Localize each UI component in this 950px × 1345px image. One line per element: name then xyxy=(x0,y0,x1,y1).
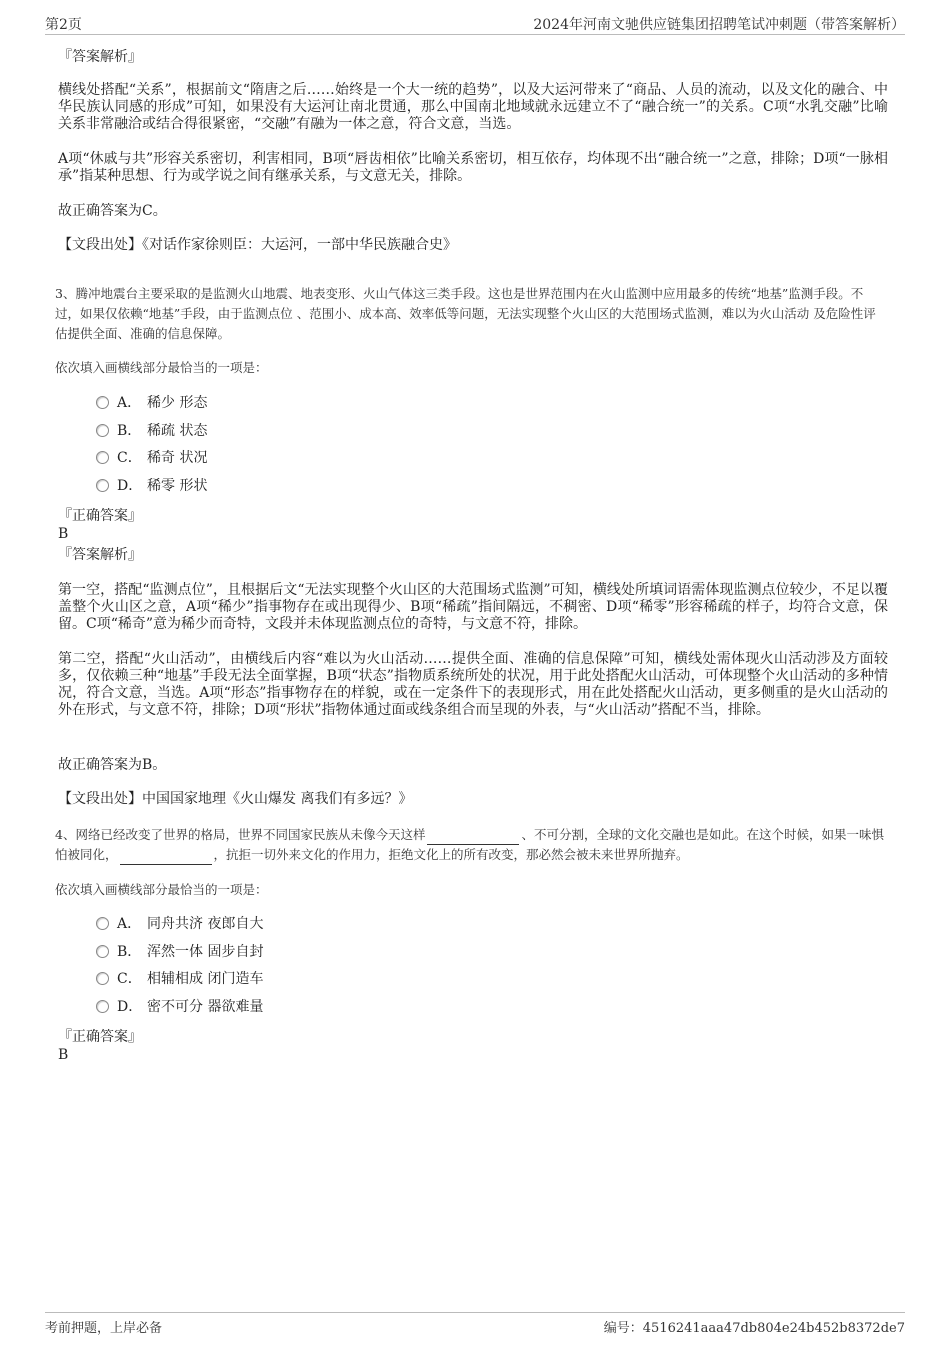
radio-icon[interactable] xyxy=(96,479,109,492)
option-text: 相辅相成 闭门造车 xyxy=(147,971,264,987)
answer-blank xyxy=(427,832,519,845)
document-title: 2024年河南文驰供应链集团招聘笔试冲刺题（带答案解析） xyxy=(533,17,905,33)
option-text: 稀奇 状况 xyxy=(147,450,208,466)
q4-option-b[interactable]: B． 浑然一体 固步自封 xyxy=(96,942,263,962)
q4-answer: B xyxy=(58,1047,69,1063)
q3-answer-line: 故正确答案为B。 xyxy=(58,757,167,773)
q3-analysis-p1: 第一空，搭配“监测点位”，且根据后文“无法实现整个火山区的大范围场式监测”可知，横线处所填词语需体现监测点位较少，不足以覆盖整个火山区之意，A项“稀少”指事物存在或出现得少、B项“稀疏”指间隔远，不稠密、D项“稀零”形容稀疏的样子，均符合文意，保留。C项“稀奇”意为稀少而奇特，文段并未体现监测点位的奇特，与文意不符，排除。 xyxy=(58,582,888,632)
q3-source: 【文段出处】中国国家地理《火山爆发 离我们有多远？》 xyxy=(58,791,413,807)
q3-option-b[interactable]: B． 稀疏 状态 xyxy=(96,421,207,441)
q3-option-a[interactable]: A． 稀少 形态 xyxy=(96,393,207,413)
option-text: 同舟共济 夜郎自大 xyxy=(147,916,264,932)
q3-answer: B xyxy=(58,526,69,542)
q3-instruction: 依次填入画横线部分最恰当的一项是： xyxy=(55,360,268,375)
q4-option-d[interactable]: D． 密不可分 器欲难量 xyxy=(96,997,263,1017)
q2-analysis-p1: 横线处搭配“关系”，根据前文“隋唐之后……始终是一个大一统的趋势”，以及大运河带来了“商品、人员的流动，以及文化的融合、中华民族认同感的形成”可知，如果没有大运河让南北贯通，那么中国南北地域就永远建立不了“融合统一”的关系。C项“水乳交融”比喻关系非常融洽或结合得很紧密，“交融”有融为一体之意，符合文意，当选。 xyxy=(58,82,888,132)
radio-icon[interactable] xyxy=(96,972,109,985)
q3-stem: 3、腾冲地震台主要采取的是监测火山地震、地表变形、火山气体这三类手段。这也是世界范围内在火山监测中应用最多的传统“地基”监测手段。不过，如果仅依赖“地基”手段，由于监测点位 、范围小、成本高、效率低等问题，无法实现整个火山区的大范围场式监测，难以为火山活动 及危险性评估提供全面、准确的信息保障。 xyxy=(55,286,876,341)
q3-analysis-p2: 第二空，搭配“火山活动”，由横线后内容“难以为火山活动……提供全面、准确的信息保障”可知，横线处需体现火山活动涉及方面较多，仅依赖三种“地基”手段无法全面掌握，B项“状态”指物质系统所处的状况，用于此处搭配火山活动，可体现整个火山活动的多种情况，符合文意，当选。A项“形态”指事物存在的样貌，或在一定条件下的表现形式，用在此处搭配火山活动，更多侧重的是火山活动的外在形式，与文意不符，排除；D项“形状”指物体通过面或线条组合而呈现的外表，与“火山活动”搭配不当，排除。 xyxy=(58,651,888,718)
footer-slogan: 考前押题，上岸必备 xyxy=(45,1321,163,1336)
q3-option-c[interactable]: C． 稀奇 状况 xyxy=(96,448,207,468)
radio-icon[interactable] xyxy=(96,396,109,409)
q3-analysis-label: 『答案解析』 xyxy=(58,547,142,563)
q2-analysis-p2: A项“休戚与共”形容关系密切，利害相同，B项“唇齿相依”比喻关系密切，相互依存，均体现不出“融合统一”之意，排除；D项“一脉相承”指某种思想、行为或学说之间有继承关系，与文意无关，排除。 xyxy=(58,151,888,184)
q4-stem: 4、网络已经改变了世界的格局，世界不同国家民族从未像今天这样 、不可分割，全球的文化交融也是如此。在这个时候，如果一味惧怕被同化， ，抗拒一切外来文化的作用力，拒绝文化上的所有改变，那必然会被未来世界所抛弃。 xyxy=(55,825,888,865)
q4-option-a[interactable]: A． 同舟共济 夜郎自大 xyxy=(96,914,263,934)
q2-source: 【文段出处】《对话作家徐则臣：大运河，一部中华民族融合史》 xyxy=(58,237,457,253)
q2-analysis-label: 『答案解析』 xyxy=(58,49,142,65)
radio-icon[interactable] xyxy=(96,424,109,437)
option-text: 稀疏 状态 xyxy=(147,423,208,439)
radio-icon[interactable] xyxy=(96,451,109,464)
option-text: 密不可分 器欲难量 xyxy=(147,999,264,1015)
option-text: 稀少 形态 xyxy=(147,395,208,411)
q2-answer-line: 故正确答案为C。 xyxy=(58,203,167,219)
radio-icon[interactable] xyxy=(96,945,109,958)
page-footer xyxy=(45,1312,905,1335)
radio-icon[interactable] xyxy=(96,1000,109,1013)
page-header xyxy=(45,14,905,35)
radio-icon[interactable] xyxy=(96,917,109,930)
q4-answer-label: 『正确答案』 xyxy=(58,1029,142,1045)
document-id: 编号：4516241aaa47db804e24b452b8372de7 xyxy=(603,1321,905,1336)
option-text: 稀零 形状 xyxy=(147,478,208,494)
answer-blank xyxy=(120,852,212,865)
q3-answer-label: 『正确答案』 xyxy=(58,508,142,524)
q4-option-c[interactable]: C． 相辅相成 闭门造车 xyxy=(96,969,263,989)
page-number: 第2页 xyxy=(45,17,82,33)
q4-instruction: 依次填入画横线部分最恰当的一项是： xyxy=(55,882,268,897)
option-text: 浑然一体 固步自封 xyxy=(147,944,264,960)
q3-option-d[interactable]: D． 稀零 形状 xyxy=(96,476,207,496)
